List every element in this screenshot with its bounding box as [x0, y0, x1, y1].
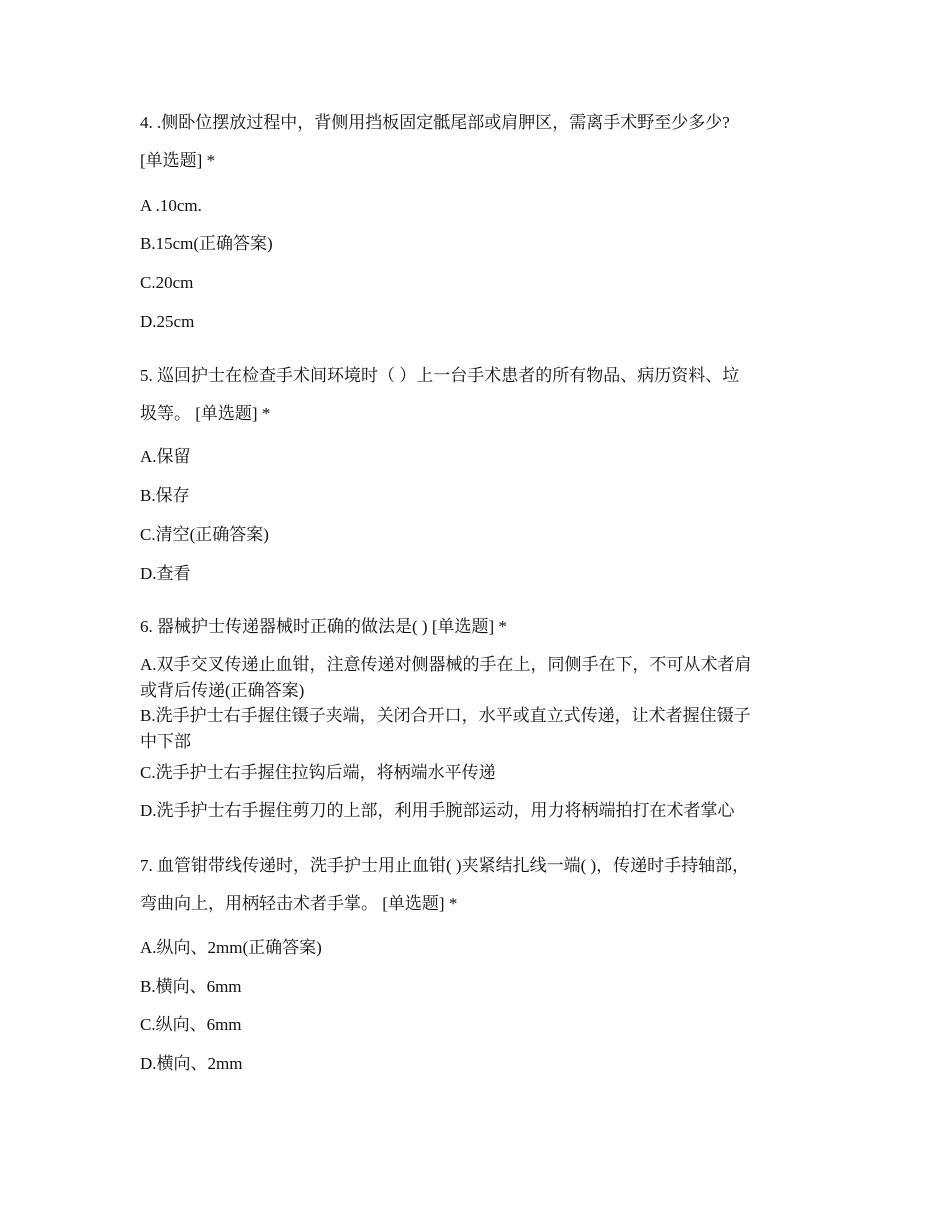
- question-4-option-a: A .10cm.: [140, 196, 202, 215]
- question-7-option-a: A.纵向、2mm(正确答案): [140, 938, 322, 957]
- question-7-option-d: D.横向、2mm: [140, 1054, 243, 1073]
- question-7-prompt-line-1: 7. 血管钳带线传递时，洗手护士用止血钳( )夹紧结扎线一端( )，传递时手持轴部，: [140, 856, 750, 875]
- question-6-option-a-line-2: 或背后传递(正确答案): [140, 681, 305, 700]
- question-4-prompt-line-2: [单选题] *: [140, 151, 216, 170]
- question-6-option-b-line-1: B.洗手护士右手握住镊子夹端，关闭合开口，水平或直立式传递，让术者握住镊子: [140, 706, 751, 725]
- question-6-option-c: C.洗手护士右手握住拉钩后端，将柄端水平传递: [140, 763, 496, 782]
- question-7-prompt-line-2: 弯曲向上，用柄轻击术者手掌。 [单选题] *: [140, 894, 458, 913]
- question-4-option-b: B.15cm(正确答案): [140, 234, 273, 253]
- question-5-option-c: C.清空(正确答案): [140, 525, 269, 544]
- question-6-prompt: 6. 器械护士传递器械时正确的做法是( ) [单选题] *: [140, 617, 507, 636]
- question-7-option-b: B.横向、6mm: [140, 977, 242, 996]
- question-6-option-d: D.洗手护士右手握住剪刀的上部，利用手腕部运动，用力将柄端拍打在术者掌心: [140, 801, 735, 820]
- question-4-option-c: C.20cm: [140, 273, 194, 292]
- question-5-prompt-line-2: 圾等。 [单选题] *: [140, 404, 271, 423]
- question-7-option-c: C.纵向、6mm: [140, 1015, 242, 1034]
- question-5-option-d: D.查看: [140, 564, 191, 583]
- question-5-prompt-line-1: 5. 巡回护士在检查手术间环境时（ ）上一台手术患者的所有物品、病历资料、垃: [140, 366, 740, 385]
- question-6-option-b-line-2: 中下部: [140, 732, 191, 751]
- question-6-option-a-line-1: A.双手交叉传递止血钳，注意传递对侧器械的手在上，同侧手在下，不可从术者肩: [140, 655, 752, 674]
- question-4-prompt-line-1: 4. .侧卧位摆放过程中，背侧用挡板固定骶尾部或肩胛区，需离手术野至少多少?: [140, 113, 730, 132]
- question-5-option-b: B.保存: [140, 486, 190, 505]
- question-5-option-a: A.保留: [140, 447, 191, 466]
- question-4-option-d: D.25cm: [140, 312, 195, 331]
